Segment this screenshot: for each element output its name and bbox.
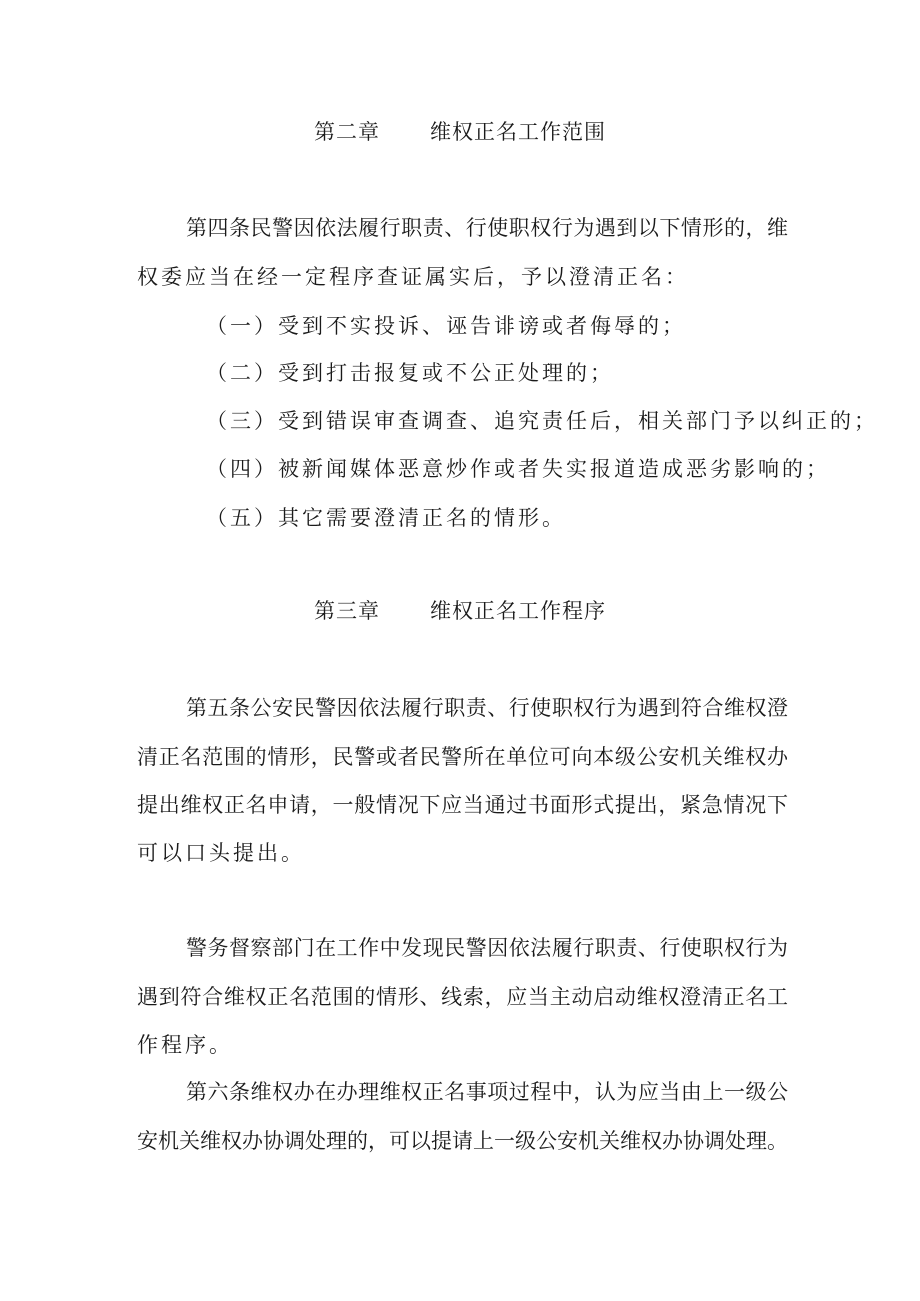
list-item: （三）受到错误审查调查、追究责任后，相关部门予以纠正的； [206, 409, 878, 433]
chapter-heading-2 [0, 117, 920, 147]
article-6-line-1: 第六条维权办在办理维权正名事项过程中，认为应当由上一级公 [186, 1080, 788, 1104]
chapter-title: 维权正名工作程序 [430, 599, 606, 623]
chapter-title: 维权正名工作范围 [430, 120, 606, 144]
article-5-line-4: 可以口头提出。 [137, 841, 305, 865]
supervision-line-1: 警务督察部门在工作中发现民警因依法履行职责、行使职权行为 [186, 936, 788, 960]
supervision-line-2: 遇到符合维权正名范围的情形、线索，应当主动启动维权澄清正名工 [137, 985, 788, 1009]
chapter-number: 第三章 [314, 599, 380, 623]
article-5-line-2: 清正名范围的情形，民警或者民警所在单位可向本级公安机关维权办 [137, 745, 788, 769]
chapter-heading-3 [0, 596, 920, 626]
chapter-number: 第二章 [314, 120, 380, 144]
article-5-line-1: 第五条公安民警因依法履行职责、行使职权行为遇到符合维权澄 [186, 696, 788, 720]
list-item: （四）被新闻媒体恶意炒作或者失实报道造成恶劣影响的； [206, 457, 830, 481]
list-item: （二）受到打击报复或不公正处理的； [206, 361, 614, 385]
article-5-line-3: 提出维权正名申请，一般情况下应当通过书面形式提出，紧急情况下 [137, 793, 788, 817]
supervision-line-3: 作程序。 [137, 1033, 233, 1057]
list-item: （一）受到不实投诉、诬告诽谤或者侮辱的； [206, 314, 686, 338]
article-6-line-2: 安机关维权办协调处理的，可以提请上一级公安机关维权办协调处理。 [137, 1129, 788, 1153]
article-4-line-1: 第四条民警因依法履行职责、行使职权行为遇到以下情形的，维 [186, 216, 788, 240]
list-item: （五）其它需要澄清正名的情形。 [206, 506, 566, 530]
article-4-line-2: 权委应当在经一定程序查证属实后，予以澄清正名： [137, 265, 689, 289]
